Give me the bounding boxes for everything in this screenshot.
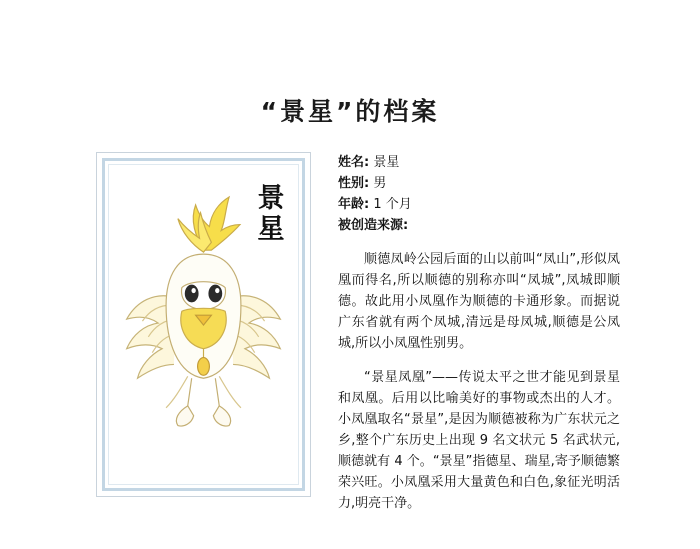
field-age (338, 194, 620, 215)
paragraph-origin-2: “景星凤凰”——传说太平之世才能见到景星和凤凰。后用以比喻美好的事物或杰出的人才。小凤凰取名“景星”,是因为顺德被称为广东状元之乡,整个广东历史上出现 9 名文状元 5 名武状元,顺德就有 4 个。“景星”指德星、瑞星,寄予顺德繁荣兴旺。小凤凰采用大量黄色和白色,象征光明活力,明亮干净。 (338, 370, 620, 511)
illustration-inner-frame (102, 158, 305, 491)
field-gender (338, 173, 620, 194)
section-heading-origin: 被创造来源: (338, 218, 409, 233)
field-gender-label: 性别: (338, 176, 370, 191)
illustration-frame (96, 152, 311, 497)
field-name-value: 景星 (373, 155, 400, 170)
article-body (338, 152, 620, 527)
field-name-label: 姓名: (338, 155, 370, 170)
field-name (338, 152, 620, 173)
paragraph-origin-1: 顺德凤岭公园后面的山以前叫“凤山”,形似凤凰而得名,所以顺德的别称亦叫“凤城”,凤城即顺德。故此用小凤凰作为顺德的卡通形象。而据说广东省就有两个凤城,清远是母凤城,顺德是公凤城,所以小凤凰性别男。 (338, 252, 620, 351)
figure-caption: 景星 (257, 183, 285, 246)
field-age-label: 年龄: (338, 197, 370, 212)
field-age-value: 1 个月 (373, 197, 412, 212)
field-gender-value: 男 (373, 176, 387, 191)
page-title: “景星”的档案 (260, 97, 440, 126)
